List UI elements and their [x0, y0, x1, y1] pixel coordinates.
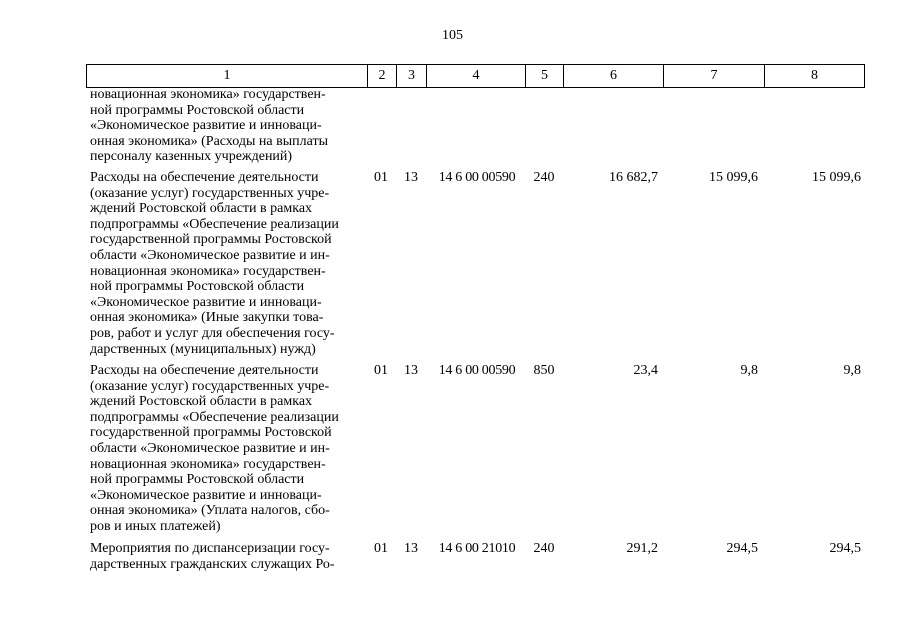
desc-line: ной программы Ростовской области [90, 472, 305, 488]
desc-line: «Экономическое развитие и инноваци- [90, 294, 322, 310]
header-col-5: 5 [525, 65, 563, 87]
desc-line: области «Экономическое развитие и ин- [90, 440, 330, 456]
desc-line: Расходы на обеспечение деятельности [90, 363, 319, 378]
cell-amount-col6: 291,2 [626, 541, 658, 556]
cell-section: 01 [374, 363, 388, 378]
desc-line: «Экономическое развитие и инноваци- [90, 118, 322, 134]
header-col-2: 2 [367, 65, 396, 87]
desc-line: ждений Ростовской области в рамках [90, 201, 313, 217]
cell-amount-col8: 15 099,6 [812, 170, 861, 185]
desc-line: «Экономическое развитие и инноваци- [90, 487, 322, 503]
cell-amount-col8: 9,8 [843, 363, 861, 378]
desc-line: дарственных (муниципальных) нужд) [90, 341, 316, 357]
table-header [86, 64, 865, 88]
row-description [90, 541, 360, 572]
cell-expense-type: 240 [533, 541, 555, 556]
header-col-8: 8 [764, 65, 865, 87]
desc-line: государственной программы Ростовской [90, 232, 332, 248]
cell-amount-col7: 9,8 [740, 363, 758, 378]
cell-subsection: 13 [404, 541, 418, 556]
cell-expense-type: 850 [533, 363, 555, 378]
cell-subsection: 13 [404, 170, 418, 185]
header-col-4: 4 [426, 65, 525, 87]
desc-line: государственной программы Ростовской [90, 425, 332, 441]
cell-target-article: 14 6 00 00590 [438, 363, 516, 378]
row-description [90, 363, 360, 535]
cell-target-article: 14 6 00 00590 [438, 170, 516, 185]
cell-amount-col7: 294,5 [726, 541, 758, 556]
desc-line: подпрограммы «Обеспечение реализации [90, 409, 339, 425]
desc-line: новационная экономика» государствен- [90, 87, 326, 102]
cell-expense-type: 240 [533, 170, 555, 185]
cell-section: 01 [374, 541, 388, 556]
header-col-7: 7 [663, 65, 764, 87]
cell-subsection: 13 [404, 363, 418, 378]
desc-line: новационная экономика» государствен- [90, 263, 326, 279]
cell-amount-col8: 294,5 [829, 541, 861, 556]
cell-section: 01 [374, 170, 388, 185]
desc-line: ров и иных платежей) [90, 518, 221, 534]
desc-line: Мероприятия по диспансеризации госу- [90, 541, 330, 556]
header-col-3: 3 [396, 65, 426, 87]
desc-line: онная экономика» (Расходы на выплаты [90, 133, 328, 149]
cell-amount-col6: 23,4 [633, 363, 658, 378]
header-col-1: 1 [86, 65, 367, 87]
page-number: 105 [442, 28, 463, 43]
desc-line: области «Экономическое развитие и ин- [90, 247, 330, 263]
row-description [90, 170, 360, 357]
cell-amount-col6: 16 682,7 [609, 170, 658, 185]
cell-target-article: 14 6 00 21010 [438, 541, 516, 556]
desc-line: новационная экономика» государствен- [90, 456, 326, 472]
cell-amount-col7: 15 099,6 [709, 170, 758, 185]
desc-line: ной программы Ростовской области [90, 102, 305, 118]
header-col-6: 6 [563, 65, 663, 87]
desc-line: онная экономика» (Иные закупки това- [90, 310, 324, 326]
desc-line: Расходы на обеспечение деятельности [90, 170, 319, 185]
desc-line: (оказание услуг) государственных учре- [90, 185, 330, 201]
desc-line: дарственных гражданских служащих Ро- [90, 556, 335, 572]
desc-line: онная экономика» (Уплата налогов, сбо- [90, 503, 330, 519]
desc-line: ров, работ и услуг для обеспечения госу- [90, 325, 335, 341]
row-description-continued [90, 87, 360, 165]
desc-line: (оказание услуг) государственных учре- [90, 378, 330, 394]
desc-line: ной программы Ростовской области [90, 279, 305, 295]
desc-line: подпрограммы «Обеспечение реализации [90, 216, 339, 232]
desc-line: ждений Ростовской области в рамках [90, 394, 313, 410]
desc-line: персоналу казенных учреждений) [90, 149, 293, 165]
